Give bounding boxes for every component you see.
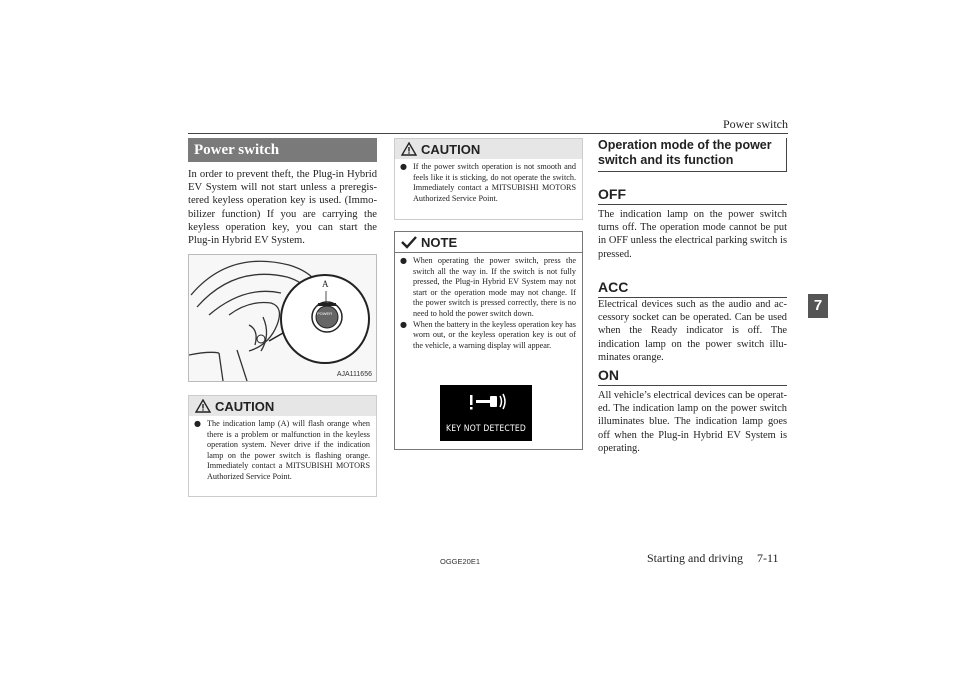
note-box (394, 231, 583, 450)
key-warning-icon (440, 385, 532, 415)
power-button-label: POWER (317, 311, 333, 316)
bullet-icon: ● (194, 419, 201, 428)
power-switch-figure (188, 254, 377, 382)
mode-text-on: All vehicle’s electrical devices can be operated. The indication lamp on the power switch illuminates blue. The indication lamp goes off when the Plug-in Hybrid EV System is operating. (598, 390, 787, 454)
section-title: Power switch (188, 138, 377, 162)
caution-box-sticking (394, 138, 583, 220)
mode-heading-off: OFF (598, 186, 787, 205)
callout-a: A (322, 279, 329, 289)
dashboard-illustration (189, 255, 376, 381)
running-header: Power switch (723, 117, 788, 131)
warning-triangle-icon (195, 399, 211, 413)
mode-heading-on: ON (598, 367, 787, 386)
figure-code: AJA111656 (336, 371, 372, 378)
bullet-icon: ● (400, 256, 407, 265)
note-title: NOTE (421, 234, 458, 250)
key-not-detected-display (440, 385, 532, 441)
bullet-icon: ● (400, 162, 407, 171)
operation-mode-heading: Operation mode of the power switch and its function (598, 138, 787, 172)
header-rule (188, 133, 788, 134)
list-item: ● When the battery in the keyless operation key has worn out, or the keyless operation key is out of the vehicle, a warning display will appear. (400, 319, 576, 350)
chapter-tab[interactable]: 7 (808, 294, 828, 318)
mode-text-acc: Electrical devices such as the audio and accessory socket can be operated. Can be used when the Ready indicator is off. The indication lamp on the power switch illuminates orange. (598, 299, 787, 363)
footer-section: Starting and driving (647, 551, 743, 565)
caution-title: CAUTION (215, 398, 275, 414)
mode-text-off: The indication lamp on the power switch turns off. The operation mode cannot be put in OFF unless the electrical parking switch is pressed. (598, 209, 787, 260)
caution-header (189, 396, 376, 416)
mode-heading-acc: ACC (598, 279, 787, 298)
display-text: KEY NOT DETECTED (446, 424, 526, 434)
list-item: ● If the power switch operation is not smooth and feels like it is sticking, do not operate the switch. Immediately contact a MITSUBISHI MOTORS Authorized Service Point. (400, 162, 576, 203)
bullet-icon: ● (400, 319, 407, 329)
page-number: 7-11 (757, 551, 779, 565)
caution-box-lamp (188, 395, 377, 497)
list-item: ● When operating the power switch, press the switch all the way in. If the switch is not fully pressed, the Plug-in Hybrid EV System may not start or the operation mode may not change. If the power switch is pressed correctly, there is no need to hold the power switch down. (400, 256, 576, 318)
list-item: ● The indication lamp (A) will flash orange when there is a problem or malfunction in the keyless operation system. Never drive if the indication lamp on the power switch is flashing orange. Immediately contact a MITSUBISHI MOTORS Authorized Service Point. (194, 419, 370, 481)
caution-title: CAUTION (421, 141, 481, 157)
footer-code: OGGE20E1 (440, 557, 481, 566)
caution-header (395, 139, 582, 159)
note-header (395, 232, 582, 253)
warning-triangle-icon (401, 142, 417, 156)
intro-paragraph: In order to prevent theft, the Plug-in Hybrid EV System will not start unless a preregistered keyless operation key is used. (Immobilizer function) If you are carrying the keyless operation key, you can start the Plug-in Hybrid EV System. (188, 169, 377, 247)
checkmark-icon (401, 235, 417, 249)
